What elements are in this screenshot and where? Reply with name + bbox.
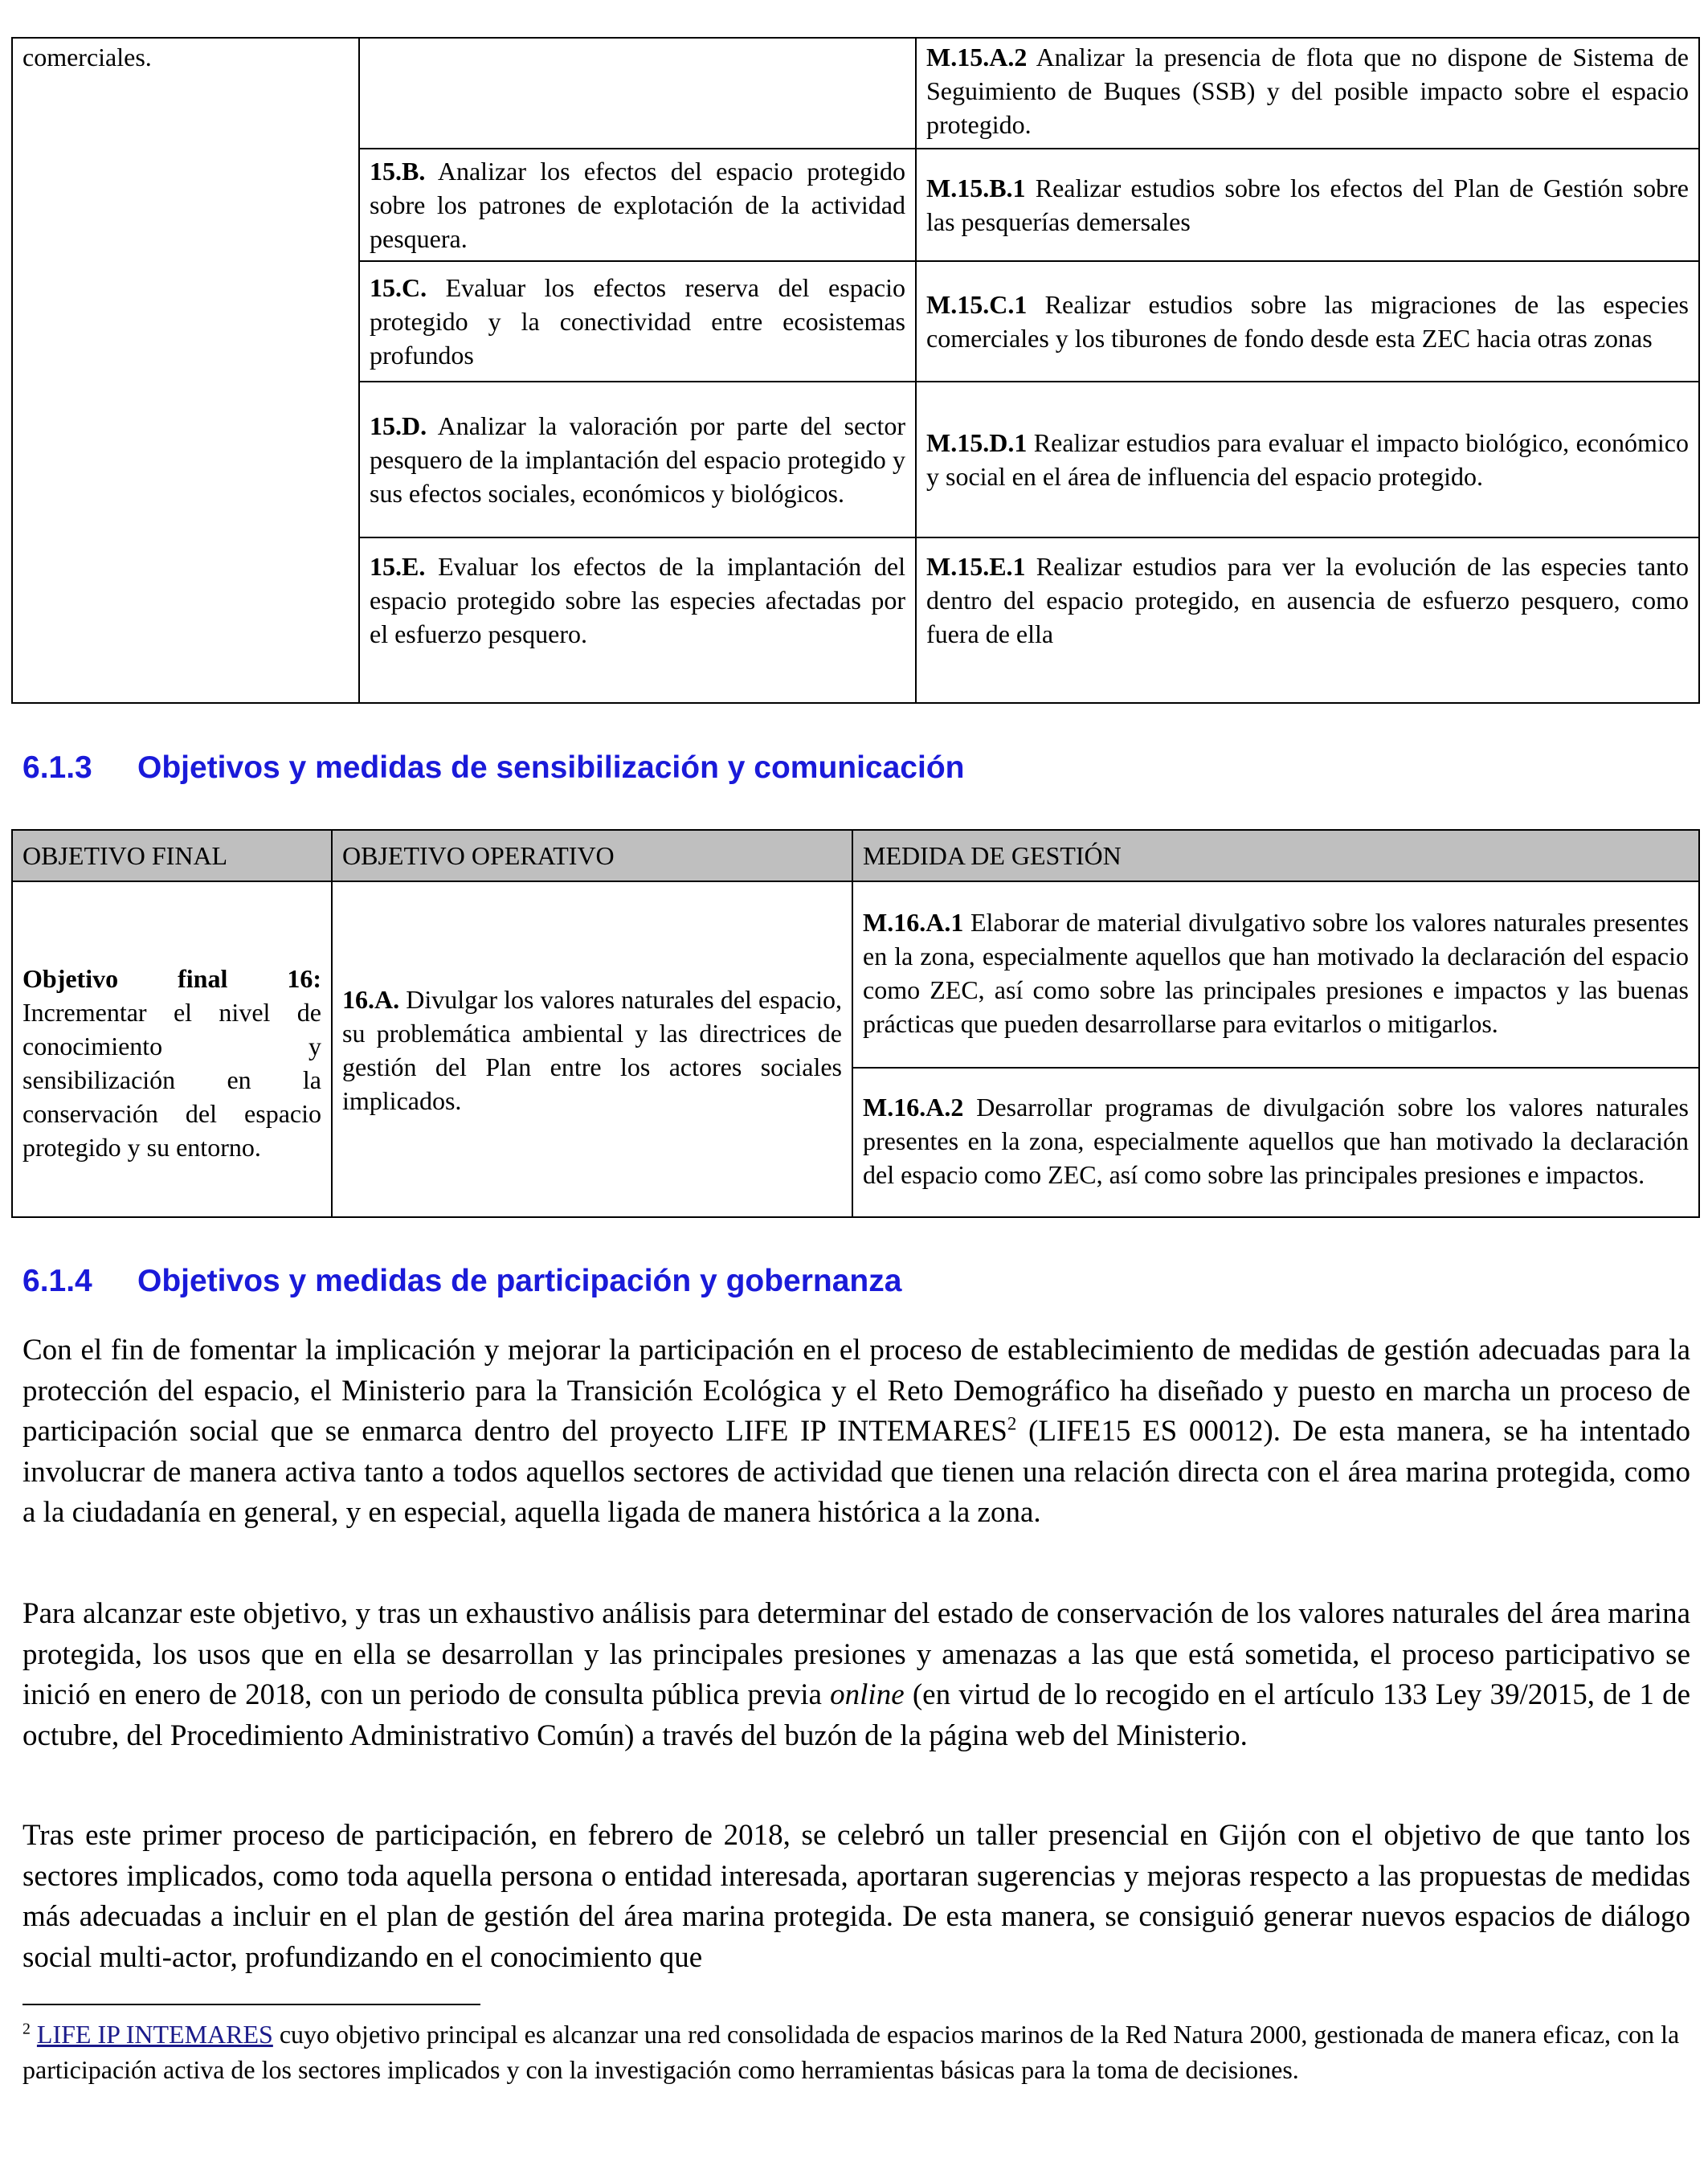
measure-text: Realizar estudios sobre las migraciones de las especies comerciales y los tiburones de fondo desde esta ZEC hacia otras zonas (926, 290, 1690, 353)
objective-code: 15.E. (370, 552, 426, 581)
column-header: MEDIDA DE GESTIÓN (852, 830, 1699, 881)
paragraph-text: Con el fin de fomentar la implicación y mejorar la participación en el proceso de establecimiento de medidas de gestión adecuadas para la protección del espacio, el Ministerio para la Transición Ecológica y el Reto Demográfico ha diseñado y puesto en marcha un proceso de participación social que se enmarca dentro del proyecto LIFE IP INTEMARES (22, 1334, 1690, 1448)
section-number: 6.1.4 (22, 1264, 92, 1298)
objective-text: Divulgar los valores naturales del espacio, su problemática ambiental y las directrices de gestión del Plan entre los actores sociales implicados. (342, 985, 842, 1115)
objective-code: 16.A. (342, 985, 400, 1014)
section-title: Objetivos y medidas de sensibilización y comunicación (137, 750, 965, 785)
objective-text: Evaluar los efectos reserva del espacio protegido y la conectividad entre ecosistemas profundos (370, 273, 906, 370)
operational-objective-cell (359, 38, 916, 149)
measure-text: Realizar estudios para evaluar el impacto biológico, económico y social en el área de influencia del espacio protegido. (926, 428, 1690, 491)
final-objective-text: Incrementar el nivel de conocimiento y sensibilización en la conservación del espacio protegido y su entorno. (22, 998, 321, 1162)
operational-objective-cell (359, 382, 916, 537)
measure-cell (916, 38, 1699, 149)
section-title: Objetivos y medidas de participación y gobernanza (137, 1264, 902, 1298)
measure-text: Desarrollar programas de divulgación sobre los valores naturales presentes en la zona, especialmente aquellos que han motivado la declaración del espacio como ZEC, así como sobre las principales presiones e impactos. (863, 1093, 1690, 1189)
objective-code: 15.C. (370, 273, 427, 302)
body-paragraph (22, 1330, 1690, 1534)
final-objective-cell (12, 881, 332, 1217)
table-row (12, 38, 1699, 149)
footnote (22, 2017, 1690, 2087)
measure-code: M.15.B.1 (926, 174, 1026, 202)
measure-cell (916, 382, 1699, 537)
final-objective-cell (12, 38, 359, 703)
footnote-text: cuyo objetivo principal es alcanzar una red consolidada de espacios marinos de la Red Natura 2000, gestionada de manera eficaz, con la participación activa de los sectores implicados y con la investigación como herramientas básicas para la toma de decisiones. (22, 2020, 1680, 2084)
body-paragraph (22, 1594, 1690, 1756)
continuation-text: comerciales. (22, 43, 152, 72)
final-objective-label: Objetivo final 16: (22, 964, 321, 993)
objective-text: Analizar los efectos del espacio protegido sobre los patrones de explotación de la actividad pesquera. (370, 157, 906, 253)
footnote-separator (22, 2004, 480, 2005)
measure-cell (916, 261, 1699, 382)
section-number: 6.1.3 (22, 750, 92, 785)
table-row (12, 881, 1699, 1068)
measure-cell (916, 537, 1699, 703)
measure-cell (852, 881, 1699, 1068)
awareness-measures-table (11, 829, 1700, 1218)
measure-cell (852, 1068, 1699, 1217)
paragraph-text: (LIFE15 ES 00012). De esta manera, se ha intentado involucrar de manera activa tanto a todos aquellos sectores de actividad que tienen una relación directa con el área marina protegida, como a la ciudadanía en general, y en especial, aquella ligada de manera histórica a la zona. (22, 1415, 1690, 1529)
measure-code: M.15.A.2 (926, 43, 1028, 72)
footnote-reference[interactable]: 2 (1007, 1413, 1017, 1434)
column-header: OBJETIVO OPERATIVO (332, 830, 852, 881)
measures-table-continued (11, 37, 1700, 704)
objective-text: Analizar la valoración por parte del sector pesquero de la implantación del espacio protegido y sus efectos sociales, económicos y biológicos. (370, 411, 906, 508)
paragraph-text: (en virtud de lo recogido en el artículo 133 Ley 39/2015, de 1 de octubre, del Procedimiento Administrativo Común) a través del buzón de la página web del Ministerio. (22, 1678, 1690, 1752)
measure-cell (916, 149, 1699, 261)
table-header-row (12, 830, 1699, 881)
operational-objective-cell (359, 149, 916, 261)
objective-code: 15.B. (370, 157, 426, 186)
measure-code: M.15.E.1 (926, 552, 1026, 581)
operational-objective-cell (359, 537, 916, 703)
measure-code: M.16.A.2 (863, 1093, 964, 1122)
footnote-marker: 2 (22, 2020, 31, 2038)
measure-code: M.15.C.1 (926, 290, 1028, 319)
section-heading-6-1-4 (22, 1264, 901, 1299)
column-header: OBJETIVO FINAL (12, 830, 332, 881)
measure-text: Analizar la presencia de flota que no dispone de Sistema de Seguimiento de Buques (SSB) y del posible impacto sobre el espacio protegido. (926, 43, 1690, 139)
paragraph-text: Tras este primer proceso de participación, en febrero de 2018, se celebró un taller presencial en Gijón con el objetivo de que tanto los sectores implicados, como toda aquella persona o entidad interesada, aportaran sugerencias y mejoras respecto a las propuestas de medidas más adecuadas a incluir en el plan de gestión del área marina protegida. De esta manera, se consiguió generar nuevos espacios de diálogo social multi-actor, profundizando en el conocimiento que (22, 1819, 1690, 1974)
objective-text: Evaluar los efectos de la implantación del espacio protegido sobre las especies afectadas por el esfuerzo pesquero. (370, 552, 906, 648)
body-paragraph (22, 1816, 1690, 1978)
objective-code: 15.D. (370, 411, 427, 440)
footnote-link[interactable]: LIFE IP INTEMARES (36, 2020, 273, 2049)
section-heading-6-1-3 (22, 750, 964, 786)
measure-text: Realizar estudios sobre los efectos del Plan de Gestión sobre las pesquerías demersales (926, 174, 1690, 236)
paragraph-text: Para alcanzar este objetivo, y tras un exhaustivo análisis para determinar del estado de conservación de los valores naturales del área marina protegida, los usos que en ella se desarrollan y las principales presiones y amenazas a las que está sometida, el proceso participativo se inició en enero de 2018, con un periodo de consulta pública previa (22, 1597, 1690, 1711)
measure-code: M.16.A.1 (863, 908, 964, 937)
measure-text: Elaborar de material divulgativo sobre los valores naturales presentes en la zona, especialmente aquellos que han motivado la declaración del espacio como ZEC, así como sobre las principales presiones e impactos y las buenas prácticas que pueden desarrollarse para evitarlos o mitigarlos. (863, 908, 1690, 1038)
operational-objective-cell (359, 261, 916, 382)
measure-text: Realizar estudios para ver la evolución de las especies tanto dentro del espacio protegido, en ausencia de esfuerzo pesquero, como fuera de ella (926, 552, 1690, 648)
italic-term: online (830, 1678, 905, 1711)
operational-objective-cell (332, 881, 852, 1217)
measure-code: M.15.D.1 (926, 428, 1028, 457)
